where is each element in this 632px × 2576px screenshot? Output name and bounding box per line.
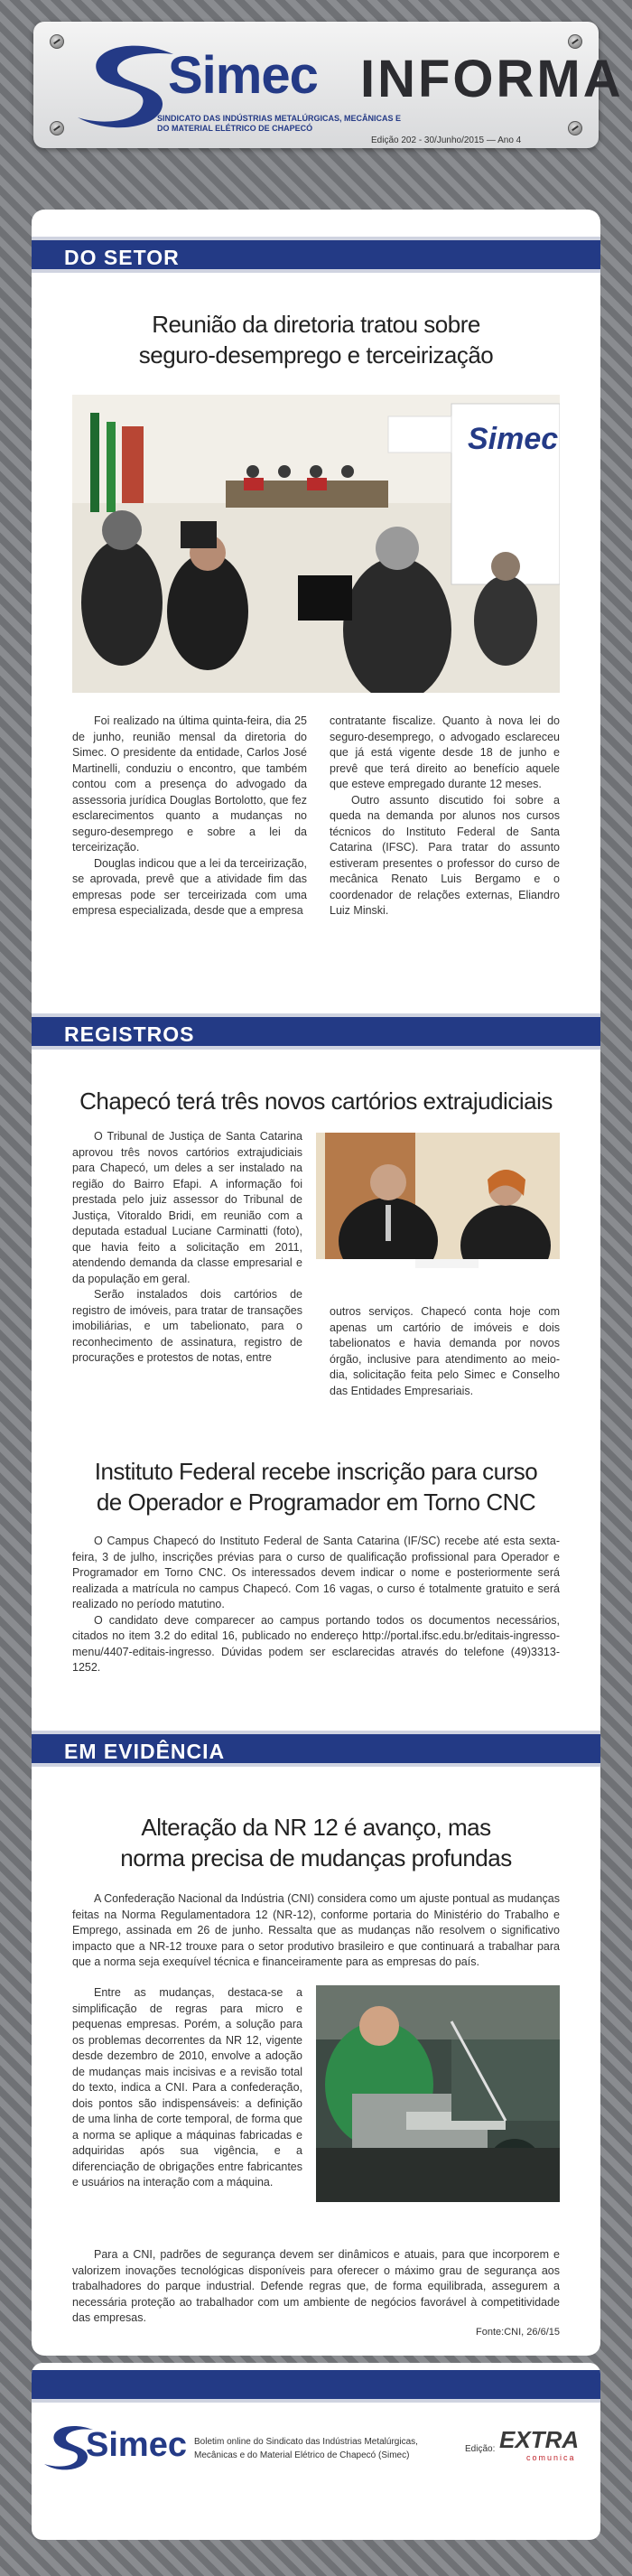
newsletter-title: INFORMA (360, 50, 624, 108)
article-intro: A Confederação Nacional da Indústria (CNI) considera como um ajuste pontual as mudanças feitas na Norma Regulamentadora 12 (NR-12), conforme portaria do Ministério do Trabalho e Emprego, assinada em 26 de junho. Ressalta que as mudanças não resolvem o significativo impacto que a NR-12 trouxe para o setor produtivo brasileiro e que continuará a trabalhar para que a norma seja exequível técnica e financeiramente para as empresas do país. (72, 1892, 560, 1968)
notary-photo-illustration (316, 1133, 560, 1284)
section-band-registros (32, 1013, 600, 1050)
section-title: REGISTROS (64, 1022, 195, 1046)
footer-logo-wordmark: Simec (86, 2426, 187, 2464)
footer-description: Boletim online do Sindicato das Indústrias Metalúrgicas, Mecânicas e do Material Elétrico de Chapecó (Simec) (194, 2437, 418, 2460)
article-column: contratante fiscalize. Quanto à nova lei do seguro-desemprego, o advogado esclareceu que já está vigente desde 18 de junho e prevê que terá direito ao benefício aquele que esteve empregado durante 12 meses. Outro assunto discutido foi sobre a queda na demanda por alunos nos cursos técnicos do Instituto Federal de Santa Catarina (IFSC). Para tratar do assunto estiveram presentes o professor do curso de mecânica Renato Luis Bergamo e o coordenador de relações externas, Eliandro Luiz Minski. (330, 714, 560, 917)
logo-subtitle: SINDICATO DAS INDÚSTRIAS METALÚRGICAS, MECÂNICAS E DO MATERIAL ELÉTRICO DE CHAPECÓ (157, 114, 402, 133)
screw-icon (50, 121, 64, 135)
article-closing: Para a CNI, padrões de segurança devem ser dinâmicos e atuais, para que incorporem e valorizem inovações tecnológicas disponíveis para oferecer o máximo grau de segurança aos trabalhadores do parque industrial. Defende regras que, de forma equilibrada, assegurem a necessária proteção ao trabalhador com um ambiente de negócios favorável à competitividade das empresas. (72, 2248, 560, 2324)
screw-icon (568, 121, 582, 135)
section-band-evidencia (32, 1731, 600, 1767)
notary-meeting-photo (316, 1133, 560, 1284)
edition-info: Edição 202 - 30/Junho/2015 — Ano 4 (371, 135, 522, 145)
footer-logo (42, 2421, 187, 2475)
simec-logo (74, 34, 402, 143)
article-column: Foi realizado na última quinta-feira, dia 25 de junho, reunião mensal da diretoria do Simec. O presidente da entidade, Carlos José Martinelli, conduziu o encontro, que também contou com a presença do advogado da assessoria jurídica Douglas Bortolotto, que fez esclarecimentos quanto a mudanças no seguro-desemprego e sobre a lei da terceirização. Douglas indicou que a lei da terceirização, se aprovada, prevê que a atividade fim das empresas pode ser terceirizada com uma empresa especializada, desde que a empresa (72, 714, 307, 917)
masthead (33, 22, 624, 148)
screw-icon (568, 34, 582, 49)
article-source: Fonte:CNI, 26/6/15 (476, 2327, 560, 2338)
article-column: O Tribunal de Justiça de Santa Catarina aprovou três novos cartórios extrajudiciais para Chapecó, um deles a ser instalado na região do Bairro Efapi. A informação foi prestada pelo juiz assessor do Tribunal de Justiça, Vitoraldo Bridi, em reunião com a deputada estadual Luciane Carminatti (foto), que havia feito a solicitação em 2011, atendendo demanda da classe empresarial e da população em geral. Serão instalados dois cartórios de registro de imóveis, para tratar de transações imobiliárias, e um tabelionato, para o reconhecimento de assinatura, registro de procurações e protestos de notas, entre (72, 1130, 302, 1364)
logo-wordmark: Simec (168, 46, 318, 105)
extra-logo-sub: comunica (526, 2453, 576, 2462)
section-title: EM EVIDÊNCIA (64, 1740, 226, 1763)
screw-icon (50, 34, 64, 49)
article-body: O Campus Chapecó do Instituto Federal de Santa Catarina (IF/SC) recebe até esta sexta-feira, 3 de julho, inscrições prévias para o curso de qualificação profissional para Operador e Programador em Torno CNC. Os interessados devem indicar o nome e posteriormente será realizada a matrícula no campus Chapecó. Com 16 vagas, o curso é totalmente gratuito e será realizado no período matutino. O candidato deve comparecer ao campus portando todos os documentos necessários, citados no item 3.2 do edital 16, publicado no endereço http://portal.ifsc.edu.br/editais-ingresso-menu/4407-editais-ingresso. Dúvidas podem ser esclarecidas através do telefone (49)3313-1252. (72, 1535, 560, 1674)
extra-logo: EXTRA (499, 2426, 580, 2453)
meeting-photo (72, 395, 560, 693)
section-band-setor (32, 237, 600, 273)
article-headline: Instituto Federal recebe inscrição para curso de Operador e Programador em Torno CNC (94, 1458, 538, 1516)
article-headline: Reunião da diretoria tratou sobre seguro-desemprego e terceirização (138, 311, 494, 369)
article-headline: Chapecó terá três novos cartórios extrajudiciais (79, 1087, 553, 1115)
footer-edition-label: Edição: (465, 2444, 496, 2454)
footer (32, 2363, 600, 2540)
section-title: DO SETOR (64, 246, 180, 269)
article-column: Entre as mudanças, destaca-se a simplificação de regras para micro e pequenas empresas. Porém, a solução para os problemas decorrentes da NR 12, vigente desde dezembro de 2010, envolve a adoção de mudanças mais incisivas e a revisão total do texto, indica a CNI. Para a confederação, dois pontos são indispensáveis: a definição de uma linha de corte temporal, de forma que a norma se aplique a máquinas fabricadas e adquiridas após sua vigência, e a diferenciação de obrigações entre fabricantes e usuários na interação com a máquina. (72, 1986, 302, 2189)
article-column: outros serviços. Chapecó conta hoje com apenas um cartório de imóveis e dois tabelionatos e havia demanda por novos órgão, inclusive para atendimento ao meio-dia, solicitação feita pelo Simec e Conselho das Entidades Empresariais. (330, 1305, 560, 1397)
factory-photo-illustration (316, 1985, 560, 2202)
article-headline: Alteração da NR 12 é avanço, mas norma precisa de mudanças profundas (120, 1814, 512, 1871)
footer-band (32, 2370, 600, 2403)
content-panel (32, 210, 600, 2356)
photo-banner-logo: Simec (468, 422, 559, 456)
factory-worker-photo (316, 1985, 560, 2202)
